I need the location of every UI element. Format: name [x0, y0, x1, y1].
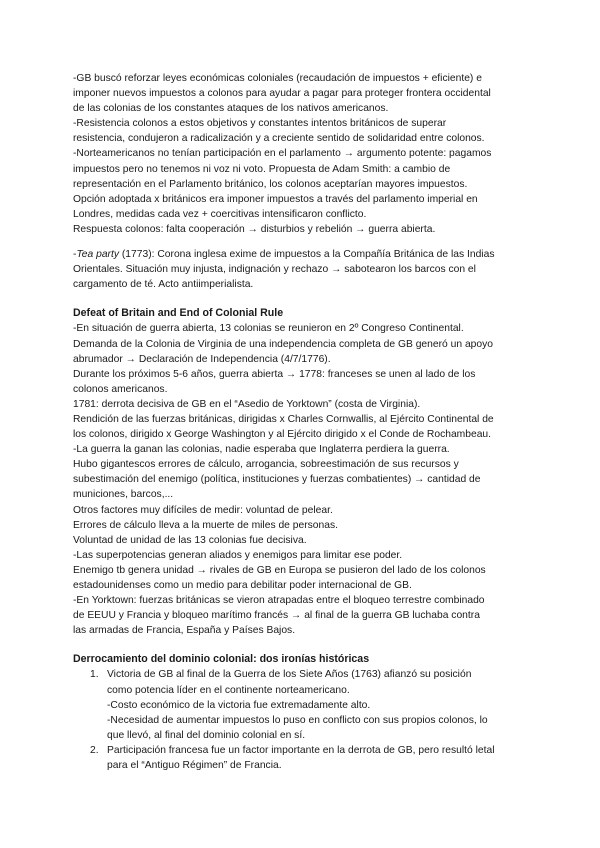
- text-line: -Costo económico de la victoria fue extremadamente alto.: [107, 699, 371, 711]
- text-line: Londres, medidas cada vez + coercitivas intensificaron conflicto.: [73, 208, 367, 220]
- spacer: [73, 237, 535, 247]
- text-line: Orientales. Situación muy injusta, indignación y rechazo → sabotearon los barcos con el: [73, 264, 476, 276]
- text-line: resistencia, condujeron a radicalización y a creciente sentido de solidaridad entre colonos.: [73, 133, 485, 145]
- text-line: Errores de cálculo lleva a la muerte de miles de personas.: [73, 519, 338, 531]
- text-line: Participación francesa fue un factor importante en la derrota de GB, pero resultó letal: [107, 744, 495, 756]
- list-item: [73, 667, 535, 742]
- text-line: las armadas de Francia, España y Países Bajos.: [73, 625, 296, 637]
- text-line: -GB buscó reforzar leyes económicas coloniales (recaudación de impuestos + eficiente) e: [73, 73, 482, 84]
- text-line: estadounidenses como un medio para debilitar poder internacional de GB.: [73, 580, 412, 591]
- text-line: de las colonias de los constantes ataques de los nativos americanos.: [73, 103, 389, 115]
- text-line: -La guerra la ganan las colonias, nadie esperaba que Inglaterra perdiera la guerra.: [73, 444, 450, 456]
- text-line: -Necesidad de aumentar impuestos lo puso en conflicto con sus propios colonos, lo: [107, 714, 488, 726]
- text-line: [73, 247, 535, 262]
- text-line: -Norteamericanos no tenían participación en el parlamento → argumento potente: pagamos: [73, 148, 492, 160]
- text-line: -Las superpotencias generan aliados y enemigos para limitar ese poder.: [73, 549, 403, 561]
- section-heading-derrocamiento: Derrocamiento del dominio colonial: dos ironías históricas: [73, 653, 370, 666]
- text-line: para el “Antiguo Régimen” de Francia.: [107, 760, 282, 772]
- text-line: impuestos pero no tenemos ni voz ni voto. Propuesta de Adam Smith: a cambio de: [73, 163, 451, 175]
- text-line: Respuesta colonos: falta cooperación → disturbios y rebelión → guerra abierta.: [73, 223, 436, 235]
- list-item: [73, 743, 535, 773]
- text-line: Enemigo tb genera unidad → rivales de GB en Europa se pusieron del lado de los colonos: [73, 564, 486, 576]
- text-line: como potencia líder en el continente norteamericano.: [107, 684, 350, 696]
- text-line: municiones, barcos,...: [73, 489, 174, 501]
- text-line: subestimación del enemigo (política, instituciones y fuerzas combatientes) → cantidad de: [73, 474, 481, 486]
- list-number: 1.: [90, 669, 99, 681]
- text-line: -En situación de guerra abierta, 13 colonias se reunieron en 2º Congreso Continental.: [73, 323, 464, 335]
- text-line: cargamento de té. Acto antiimperialista.: [73, 279, 254, 291]
- text-line: Rendición de las fuerzas británicas, dirigidas x Charles Cornwallis, al Ejército Continental de: [73, 413, 494, 425]
- text-line: abrumador → Declaración de Independencia (4/7/1776).: [73, 353, 331, 365]
- text-line: Demanda de la Colonia de Virginia de una independencia completa de GB generó un apoyo: [73, 338, 493, 350]
- text-line: de EEUU y Francia y bloqueo marítimo francés → al final de la guerra GB luchaba contra: [73, 610, 480, 622]
- text-line: Durante los próximos 5-6 años, guerra abierta → 1778: franceses se unen al lado de los: [73, 368, 476, 380]
- spacer: [73, 292, 535, 306]
- intro-block: [73, 71, 535, 237]
- tea-party-rest: (1773): Corona inglesa exime de impuestos a la Compañía Británica de las Indias: [119, 249, 495, 261]
- text-line: -En Yorktown: fuerzas británicas se vieron atrapadas entre el bloqueo terrestre combinado: [73, 595, 485, 607]
- text-line: Voluntad de unidad de las 13 colonias fue decisiva.: [73, 534, 307, 546]
- text-line: Otros factores muy difíciles de medir: voluntad de pelear.: [73, 504, 333, 516]
- text-line: colonos americanos.: [73, 383, 168, 395]
- section-heading-defeat: Defeat of Britain and End of Colonial Rule: [73, 307, 284, 320]
- spacer: [73, 638, 535, 652]
- text-line: imponer nuevos impuestos a colonos para ayudar a pagar para proteger frontera occidental: [73, 88, 491, 100]
- numbered-list: [73, 667, 535, 773]
- dash: -: [73, 249, 77, 261]
- list-number: 2.: [90, 744, 99, 756]
- text-line: Opción adoptada x británicos era imponer impuestos a través del parlamento imperial en: [73, 193, 478, 205]
- text-line: los colonos, dirigido x George Washington y al Ejército dirigido x el Conde de Rochambeau.: [73, 429, 492, 441]
- text-line: representación en el Parlamento británico, los colonos aceptarían mayores impuestos.: [73, 178, 468, 190]
- text-line: -Resistencia colonos a estos objetivos y constantes intentos británicos de superar: [73, 118, 447, 130]
- text-line: que llevó, al final del dominio colonial en sí.: [107, 729, 306, 741]
- section-defeat-body: [73, 321, 535, 638]
- document-page: [73, 71, 535, 773]
- tea-party-paragraph: [73, 247, 535, 292]
- tea-party-term: Tea party: [76, 249, 119, 261]
- text-line: Hubo gigantescos errores de cálculo, arrogancia, sobreestimación de sus recursos y: [73, 459, 459, 471]
- text-line: Victoria de GB al final de la Guerra de los Siete Años (1763) afianzó su posición: [107, 669, 472, 681]
- text-line: 1781: derrota decisiva de GB en el “Asedio de Yorktown” (costa de Virginia).: [73, 398, 421, 410]
